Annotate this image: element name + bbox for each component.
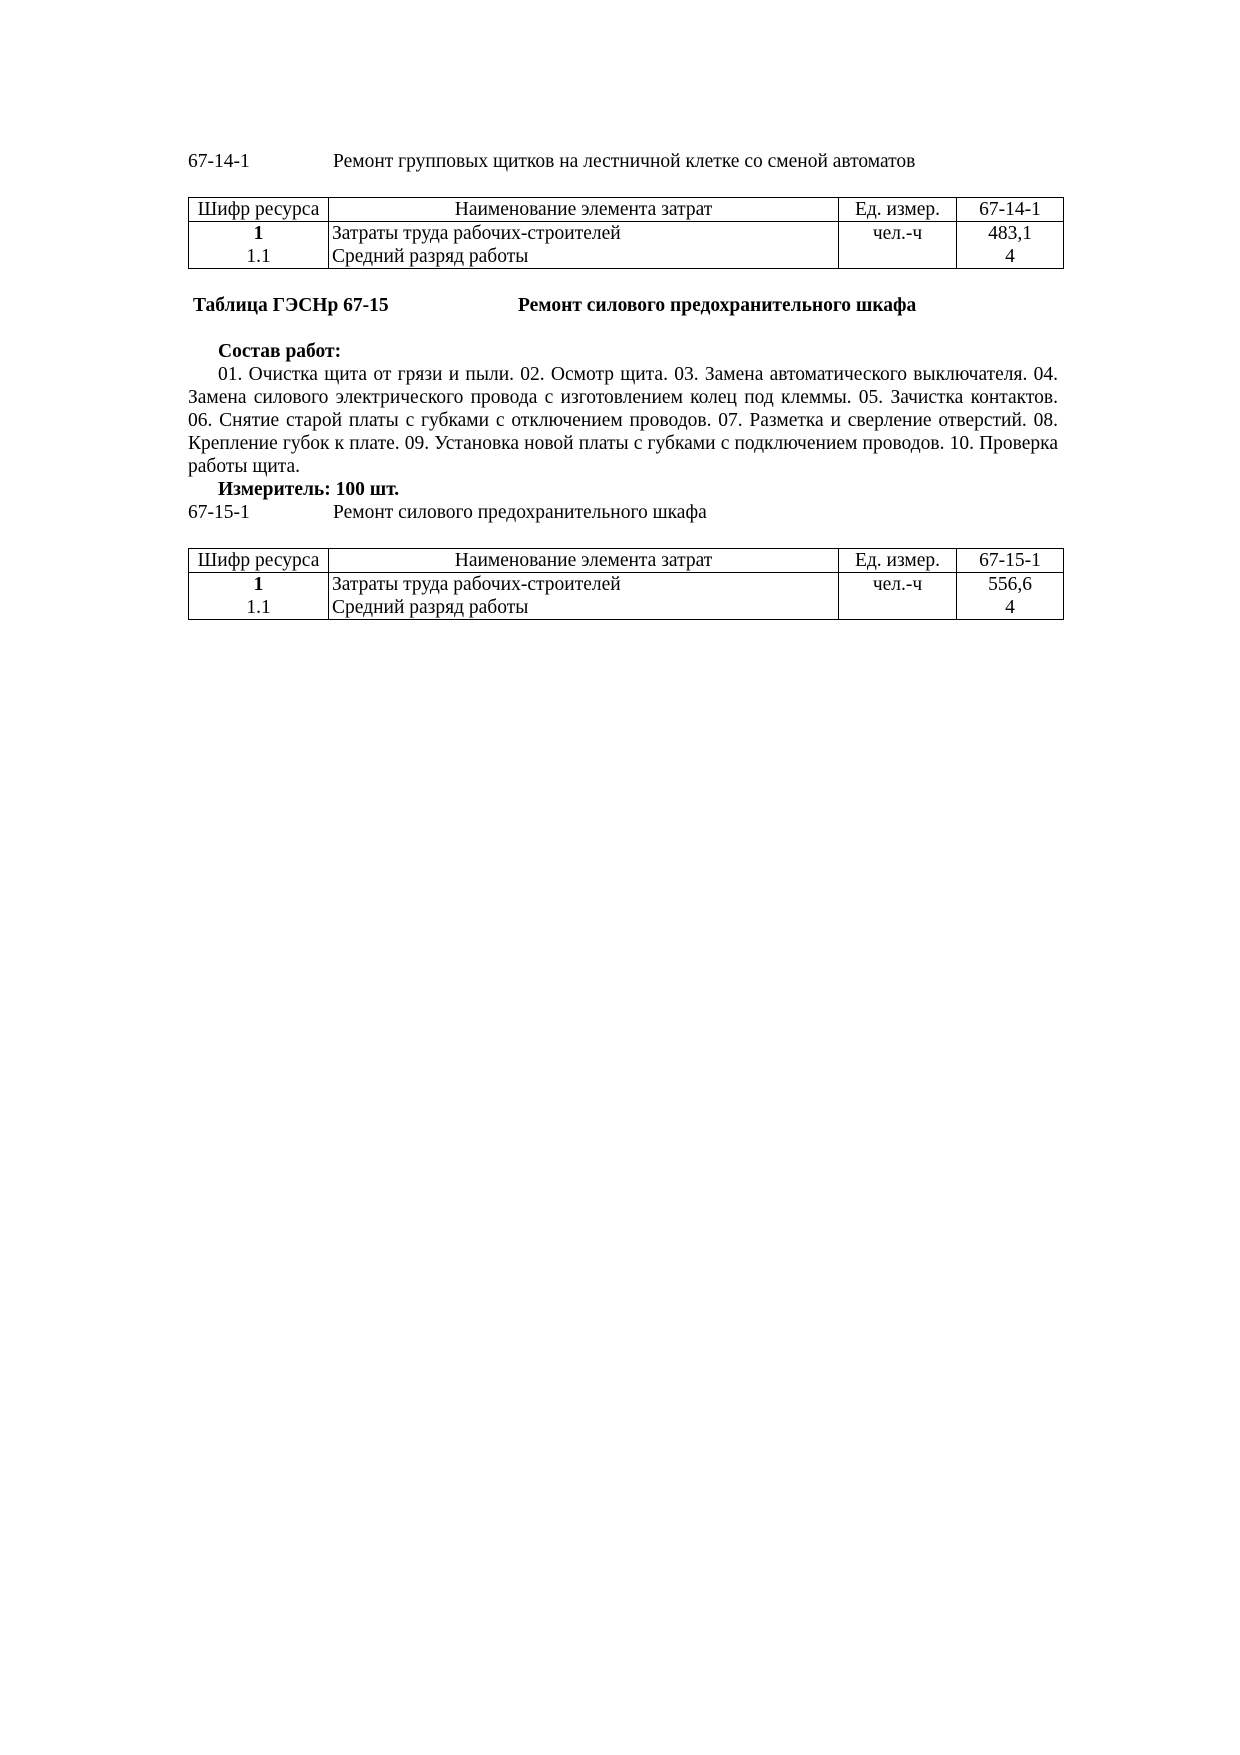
table-row <box>189 573 1064 597</box>
table-header-row <box>189 549 1064 573</box>
unit-cell <box>839 596 957 620</box>
table-header-row <box>189 198 1064 222</box>
composition-heading: Состав работ: <box>218 341 342 362</box>
header-cost-element-name: Наименование элемента затрат <box>329 198 839 222</box>
resource-name-cell: Затраты труда рабочих-строителей <box>329 573 839 597</box>
resource-code-cell: 1.1 <box>189 245 329 269</box>
unit-cell: чел.-ч <box>839 573 957 597</box>
resource-table <box>188 548 1064 620</box>
value-cell: 4 <box>957 596 1064 620</box>
table-row <box>189 222 1064 246</box>
unit-cell <box>839 245 957 269</box>
header-resource-code: Шифр ресурса <box>189 198 329 222</box>
table-heading <box>188 294 1064 318</box>
meter-line: Измеритель: 100 шт. <box>218 479 400 500</box>
value-cell: 483,1 <box>957 222 1064 246</box>
norm-code: 67-15-1 <box>188 502 250 523</box>
value-cell: 556,6 <box>957 573 1064 597</box>
resource-code-cell: 1 <box>189 222 329 246</box>
header-cost-element-name: Наименование элемента затрат <box>329 549 839 573</box>
resource-table <box>188 197 1064 269</box>
value-cell: 4 <box>957 245 1064 269</box>
table-row <box>189 245 1064 269</box>
header-norm-code: 67-14-1 <box>957 198 1064 222</box>
header-unit: Ед. измер. <box>839 198 957 222</box>
table-heading-label: Таблица ГЭСНр 67-15 <box>193 295 389 316</box>
resource-name-cell: Средний разряд работы <box>329 596 839 620</box>
resource-name-cell: Затраты труда рабочих-строителей <box>329 222 839 246</box>
table-row <box>189 596 1064 620</box>
table-heading-title: Ремонт силового предохранительного шкафа <box>518 295 917 316</box>
resource-name-cell: Средний разряд работы <box>329 245 839 269</box>
header-unit: Ед. измер. <box>839 549 957 573</box>
resource-code-cell: 1 <box>189 573 329 597</box>
norm-title: Ремонт групповых щитков на лестничной клетке со сменой автоматов <box>333 151 916 172</box>
header-norm-code: 67-15-1 <box>957 549 1064 573</box>
composition-text: 01. Очистка щита от грязи и пыли. 02. Осмотр щита. 03. Замена автоматического выключателя. 04. Замена силового электрического провода с изготовлением колец под клеммы. 05. Зачистка контактов. 06. Снятие старой платы с губками с отключением проводов. 07. Разметка и сверление отверстий. 08. Крепление губок к плате. 09. Установка новой платы с губками с подключением проводов. 10. Проверка работы щита. <box>188 364 1058 477</box>
norm-title: Ремонт силового предохранительного шкафа <box>333 502 707 523</box>
header-resource-code: Шифр ресурса <box>189 549 329 573</box>
norm-code: 67-14-1 <box>188 151 250 172</box>
resource-code-cell: 1.1 <box>189 596 329 620</box>
unit-cell: чел.-ч <box>839 222 957 246</box>
